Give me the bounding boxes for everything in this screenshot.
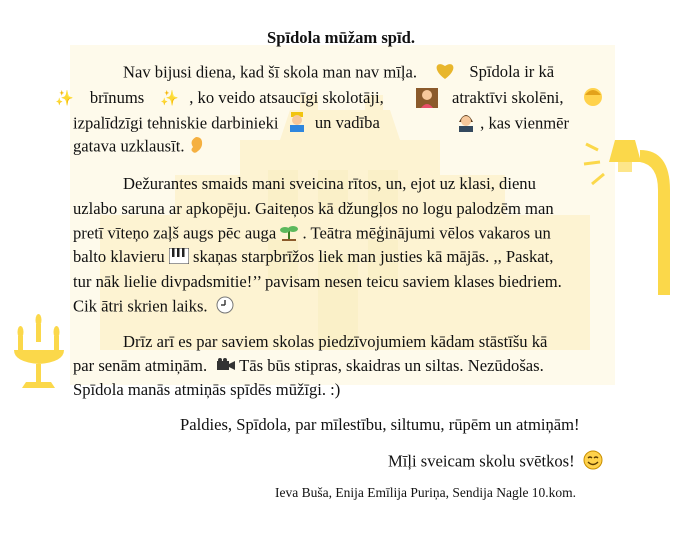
smiling-face-icon — [583, 450, 603, 475]
p2-line-3 — [73, 223, 551, 246]
p3-line-1: Drīz arī es par saviem skolas piedzīvojumiem kādam stāstīšu kā — [123, 332, 548, 351]
p1-line-1 — [123, 62, 554, 85]
piano-icon — [169, 248, 189, 269]
student-icon — [582, 86, 604, 113]
p2-text-4a: balto klavieru — [73, 247, 165, 266]
p2-line-4 — [73, 247, 553, 269]
p1-line-2 — [55, 86, 604, 113]
authors-line: Ieva Buša, Enija Emīlija Puriņa, Sendija Nagle 10.kom. — [275, 485, 577, 500]
technician-icon — [287, 112, 307, 137]
p3-text-2b: Tās būs stipras, skaidras un siltas. Nezūdošas. — [239, 356, 544, 375]
p2-line-1: Dežurantes smaids mani sveicina rītos, un, ejot uz klasi, dienu — [123, 174, 536, 193]
video-camera-icon — [217, 357, 235, 377]
p3-line-3: Spīdola manās atmiņās spīdēs mūžīgi. :) — [73, 380, 341, 399]
sparkles-icon: ✨ — [160, 89, 180, 108]
p1-text-3b: un vadība — [314, 113, 380, 133]
p2-text-6: Cik ātri skrien laiks. — [73, 296, 208, 316]
heart-icon — [435, 62, 455, 85]
p2-line-2: uzlabo saruna ar apkopēju. Gaiteņos kā džungļos no logu palodzēm man — [73, 199, 554, 218]
p1-line-3 — [73, 112, 569, 137]
p1-text-1: Nav bijusi diena, kad šī skola man nav mīļa. — [123, 62, 418, 82]
p1-text-2b: , ko veido atsaucīgi skolotāji, — [189, 88, 384, 108]
ear-icon — [189, 136, 203, 159]
p2-text-3b: . Teātra mēģinājumi vēlos vakaros un — [302, 223, 551, 243]
p2-text-3: pretī vīteņo zaļš augs pēc auga — [73, 223, 277, 243]
sprout-icon — [280, 223, 298, 246]
p1-text-3c: , kas vienmēr — [480, 113, 570, 133]
greeting-line — [388, 450, 603, 475]
article-title: Spīdola mūžam spīd. — [267, 28, 416, 47]
clock-icon — [216, 296, 234, 319]
p1-text-1b: Spīdola ir kā — [469, 62, 555, 82]
p1-text-4: gatava uzklausīt. — [73, 136, 185, 156]
greeting-text: Mīļi sveicam skolu svētkos! — [388, 451, 575, 471]
thanks-line: Paldies, Spīdola, par mīlestību, siltumu, rūpēm un atmiņām! — [180, 415, 580, 434]
p3-text-2a: par senām atmiņām. — [73, 356, 208, 375]
p3-line-2 — [73, 356, 544, 377]
sparkles-icon: ✨ — [55, 89, 74, 108]
teacher-icon — [416, 86, 438, 113]
p2-text-4b: skaņas starpbrīžos liek man justies kā mājās. ,, Paskat, — [193, 247, 554, 266]
p1-line-4 — [73, 136, 203, 159]
p1-text-3a: izpalīdzīgi tehniskie darbinieki — [73, 113, 279, 133]
p1-text-2c: atraktīvi skolēni, — [452, 88, 564, 108]
p2-line-6 — [73, 296, 234, 319]
p1-text-2a: brīnums — [89, 88, 145, 108]
manager-icon — [456, 112, 476, 137]
p2-line-5: tur nāk lielie divpadsmitie!’’ pavisam nesen teicu saviem klases biedriem. — [73, 272, 562, 291]
